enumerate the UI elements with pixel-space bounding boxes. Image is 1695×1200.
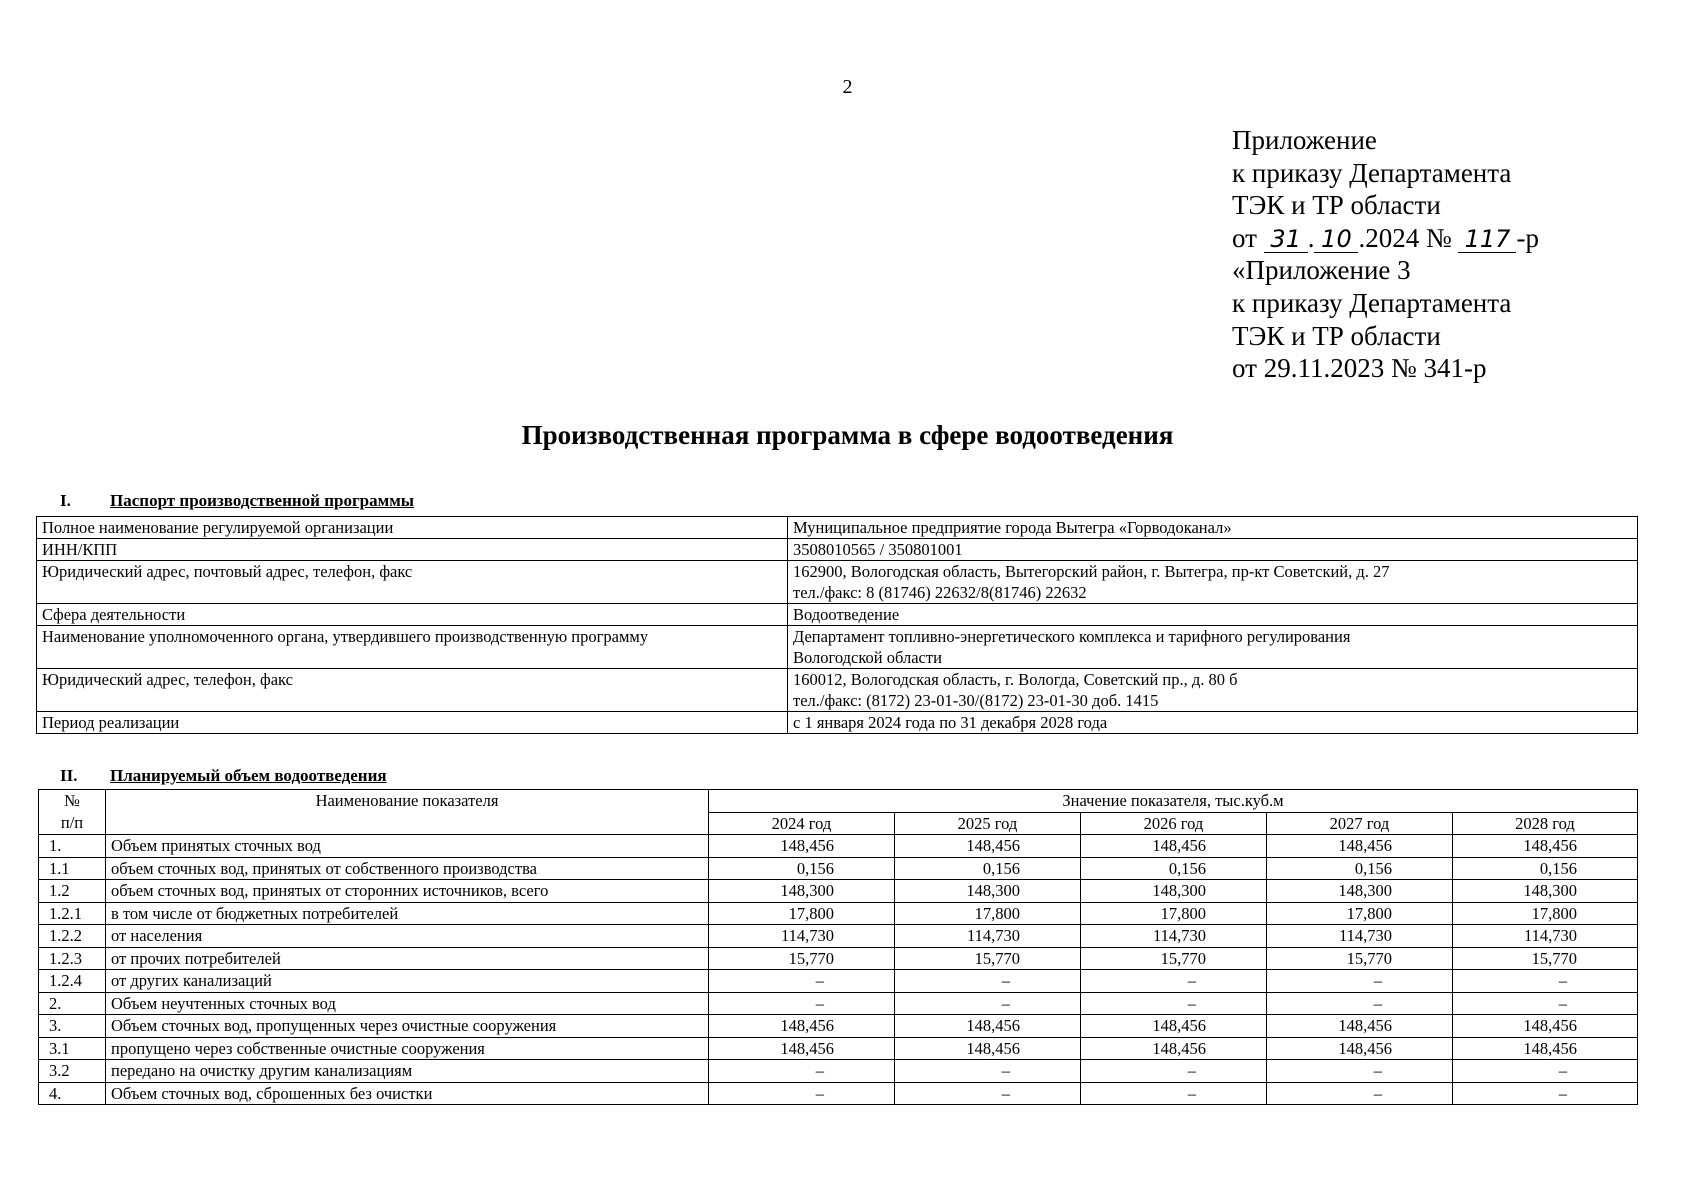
row-value: –: [1453, 1082, 1638, 1105]
row-number: 3.: [39, 1015, 106, 1038]
section-1-number: I.: [60, 491, 71, 510]
row-value: 17,800: [895, 902, 1081, 925]
table-row: [37, 626, 1638, 669]
passport-label: Наименование уполномоченного органа, утвердившего производственную программу: [37, 626, 788, 669]
order-suffix: -р: [1516, 222, 1539, 253]
header-number: [39, 790, 106, 835]
passport-label: Сфера деятельности: [37, 604, 788, 626]
row-value: –: [1081, 970, 1267, 993]
header-number-line-1: №: [64, 791, 80, 810]
table-row: [39, 857, 1638, 880]
header-number-line-2: п/п: [60, 812, 84, 832]
passport-value: с 1 января 2024 года по 31 декабря 2028 года: [788, 712, 1638, 734]
header-name: Наименование показателя: [106, 790, 709, 835]
section-1-title: Паспорт производственной программы: [110, 491, 415, 510]
row-value: 148,456: [709, 1037, 895, 1060]
row-number: 1.: [39, 835, 106, 858]
row-value: 148,456: [1081, 835, 1267, 858]
passport-value: Муниципальное предприятие города Вытегра «Горводоканал»: [788, 517, 1638, 539]
table-header-row: [39, 790, 1638, 813]
row-name: от населения: [106, 925, 709, 948]
table-row: [39, 1015, 1638, 1038]
row-value: 114,730: [1081, 925, 1267, 948]
row-number: 1.2: [39, 880, 106, 903]
table-row: [39, 947, 1638, 970]
passport-value: 3508010565 / 350801001: [788, 539, 1638, 561]
order-month-handwritten: 10: [1314, 226, 1358, 253]
appendix-line-8: от 29.11.2023 № 341-р: [1232, 353, 1487, 384]
appendix-line-2: к приказу Департамента: [1232, 157, 1512, 188]
row-value: 148,456: [895, 1015, 1081, 1038]
row-value: 114,730: [709, 925, 895, 948]
row-value: 148,300: [1081, 880, 1267, 903]
row-value: –: [895, 1060, 1081, 1083]
row-name: передано на очистку другим канализациям: [106, 1060, 709, 1083]
row-value: 0,156: [1453, 857, 1638, 880]
row-value: 15,770: [1081, 947, 1267, 970]
row-value: –: [1081, 1060, 1267, 1083]
passport-value-line-1: 160012, Вологодская область, г. Вологда, Советский пр., д. 80 б: [793, 670, 1238, 689]
passport-table: [36, 516, 1638, 734]
row-value: –: [709, 970, 895, 993]
table-row: [37, 561, 1638, 604]
passport-label: Период реализации: [37, 712, 788, 734]
appendix-line-3: ТЭК и ТР области: [1232, 190, 1441, 221]
passport-value: Водоотведение: [788, 604, 1638, 626]
appendix-line-5: «Приложение 3: [1232, 255, 1411, 286]
appendix-order-line: [1232, 222, 1539, 255]
row-value: 148,456: [1453, 1037, 1638, 1060]
order-year: .2024 №: [1358, 222, 1459, 253]
row-name: пропущено через собственные очистные сооружения: [106, 1037, 709, 1060]
header-year: 2027 год: [1267, 812, 1453, 835]
table-row: [39, 925, 1638, 948]
row-value: 114,730: [1267, 925, 1453, 948]
row-value: 148,456: [895, 835, 1081, 858]
row-value: 15,770: [1267, 947, 1453, 970]
row-value: 17,800: [709, 902, 895, 925]
row-name: в том числе от бюджетных потребителей: [106, 902, 709, 925]
row-name: объем сточных вод, принятых от сторонних источников, всего: [106, 880, 709, 903]
row-number: 1.2.3: [39, 947, 106, 970]
row-value: –: [709, 1082, 895, 1105]
table-row: [39, 880, 1638, 903]
passport-value-line-1: Департамент топливно-энергетического комплекса и тарифного регулирования: [793, 627, 1351, 646]
row-value: 114,730: [1453, 925, 1638, 948]
passport-value-line-2: тел./факс: (8172) 23-01-30/(8172) 23-01-30 доб. 1415: [793, 691, 1159, 710]
table-row: [39, 1060, 1638, 1083]
row-name: от прочих потребителей: [106, 947, 709, 970]
row-value: –: [709, 992, 895, 1015]
passport-value-line-2: тел./факс: 8 (81746) 22632/8(81746) 22632: [793, 583, 1087, 602]
row-value: –: [1453, 1060, 1638, 1083]
passport-value: [788, 669, 1638, 712]
row-value: 148,456: [709, 1015, 895, 1038]
row-value: –: [895, 992, 1081, 1015]
row-value: 114,730: [895, 925, 1081, 948]
document-title: Производственная программа в сфере водоотведения: [521, 420, 1174, 450]
passport-label: Юридический адрес, почтовый адрес, телефон, факс: [37, 561, 788, 604]
table-row: [37, 712, 1638, 734]
appendix-line-6: к приказу Департамента: [1232, 287, 1512, 318]
row-value: –: [895, 1082, 1081, 1105]
row-value: –: [1267, 1060, 1453, 1083]
row-value: 15,770: [1453, 947, 1638, 970]
row-value: 148,300: [1267, 880, 1453, 903]
row-number: 2.: [39, 992, 106, 1015]
row-value: 148,456: [1267, 835, 1453, 858]
row-name: Объем неучтенных сточных вод: [106, 992, 709, 1015]
header-year: 2028 год: [1453, 812, 1638, 835]
header-value: Значение показателя, тыс.куб.м: [709, 790, 1638, 813]
row-name: от других канализаций: [106, 970, 709, 993]
row-value: 15,770: [709, 947, 895, 970]
table-row: [37, 517, 1638, 539]
page-number: 2: [842, 76, 853, 98]
row-value: 17,800: [1453, 902, 1638, 925]
table-row: [39, 970, 1638, 993]
row-value: 17,800: [1081, 902, 1267, 925]
row-number: 1.2.2: [39, 925, 106, 948]
row-value: 148,456: [1081, 1037, 1267, 1060]
row-name: объем сточных вод, принятых от собственного производства: [106, 857, 709, 880]
row-value: 148,456: [1267, 1037, 1453, 1060]
passport-value: [788, 561, 1638, 604]
row-value: 148,300: [895, 880, 1081, 903]
row-number: 1.1: [39, 857, 106, 880]
table-row: [37, 669, 1638, 712]
row-name: Объем сточных вод, сброшенных без очистки: [106, 1082, 709, 1105]
header-year: 2025 год: [895, 812, 1081, 835]
row-value: 148,300: [1453, 880, 1638, 903]
table-row: [39, 1037, 1638, 1060]
appendix-block: [1232, 124, 1539, 385]
row-value: –: [1453, 992, 1638, 1015]
appendix-line-1: Приложение: [1232, 125, 1377, 155]
row-value: –: [1081, 1082, 1267, 1105]
row-value: –: [1453, 970, 1638, 993]
row-value: 15,770: [895, 947, 1081, 970]
row-value: 0,156: [709, 857, 895, 880]
row-value: 148,456: [895, 1037, 1081, 1060]
table-row: [37, 539, 1638, 561]
section-1-heading: [38, 491, 414, 511]
header-year: 2026 год: [1081, 812, 1267, 835]
section-2-heading: [38, 766, 387, 786]
order-prefix: от: [1232, 222, 1264, 253]
row-value: –: [1267, 970, 1453, 993]
appendix-line-7: ТЭК и ТР области: [1232, 320, 1441, 351]
row-value: –: [1267, 992, 1453, 1015]
passport-label: ИНН/КПП: [37, 539, 788, 561]
row-value: 148,456: [1267, 1015, 1453, 1038]
header-year: 2024 год: [709, 812, 895, 835]
row-number: 3.1: [39, 1037, 106, 1060]
table-row: [39, 992, 1638, 1015]
row-value: 17,800: [1267, 902, 1453, 925]
passport-value: [788, 626, 1638, 669]
row-value: –: [709, 1060, 895, 1083]
row-value: 148,456: [1081, 1015, 1267, 1038]
row-number: 3.2: [39, 1060, 106, 1083]
row-number: 1.2.1: [39, 902, 106, 925]
row-value: 0,156: [1081, 857, 1267, 880]
passport-value-line-2: Вологодской области: [793, 648, 942, 667]
section-2-title: Планируемый объем водоотведения: [110, 766, 387, 785]
volume-table: [38, 789, 1638, 1105]
table-row: [39, 835, 1638, 858]
row-value: 0,156: [895, 857, 1081, 880]
table-row: [37, 604, 1638, 626]
row-name: Объем принятых сточных вод: [106, 835, 709, 858]
passport-value-line-1: 162900, Вологодская область, Вытегорский район, г. Вытегра, пр-кт Советский, д. 27: [793, 562, 1390, 581]
section-2-number: II.: [60, 766, 78, 785]
passport-label: Полное наименование регулируемой организации: [37, 517, 788, 539]
order-number-handwritten: 117: [1458, 226, 1516, 253]
row-value: 148,456: [709, 835, 895, 858]
table-row: [39, 1082, 1638, 1105]
table-row: [39, 902, 1638, 925]
passport-label: Юридический адрес, телефон, факс: [37, 669, 788, 712]
row-value: –: [1081, 992, 1267, 1015]
row-value: 148,456: [1453, 1015, 1638, 1038]
row-value: 148,456: [1453, 835, 1638, 858]
row-number: 1.2.4: [39, 970, 106, 993]
row-value: 0,156: [1267, 857, 1453, 880]
row-number: 4.: [39, 1082, 106, 1105]
row-value: 148,300: [709, 880, 895, 903]
row-value: –: [1267, 1082, 1453, 1105]
row-value: –: [895, 970, 1081, 993]
order-dot: .: [1307, 222, 1315, 253]
order-day-handwritten: 31: [1264, 226, 1308, 253]
row-name: Объем сточных вод, пропущенных через очистные сооружения: [106, 1015, 709, 1038]
